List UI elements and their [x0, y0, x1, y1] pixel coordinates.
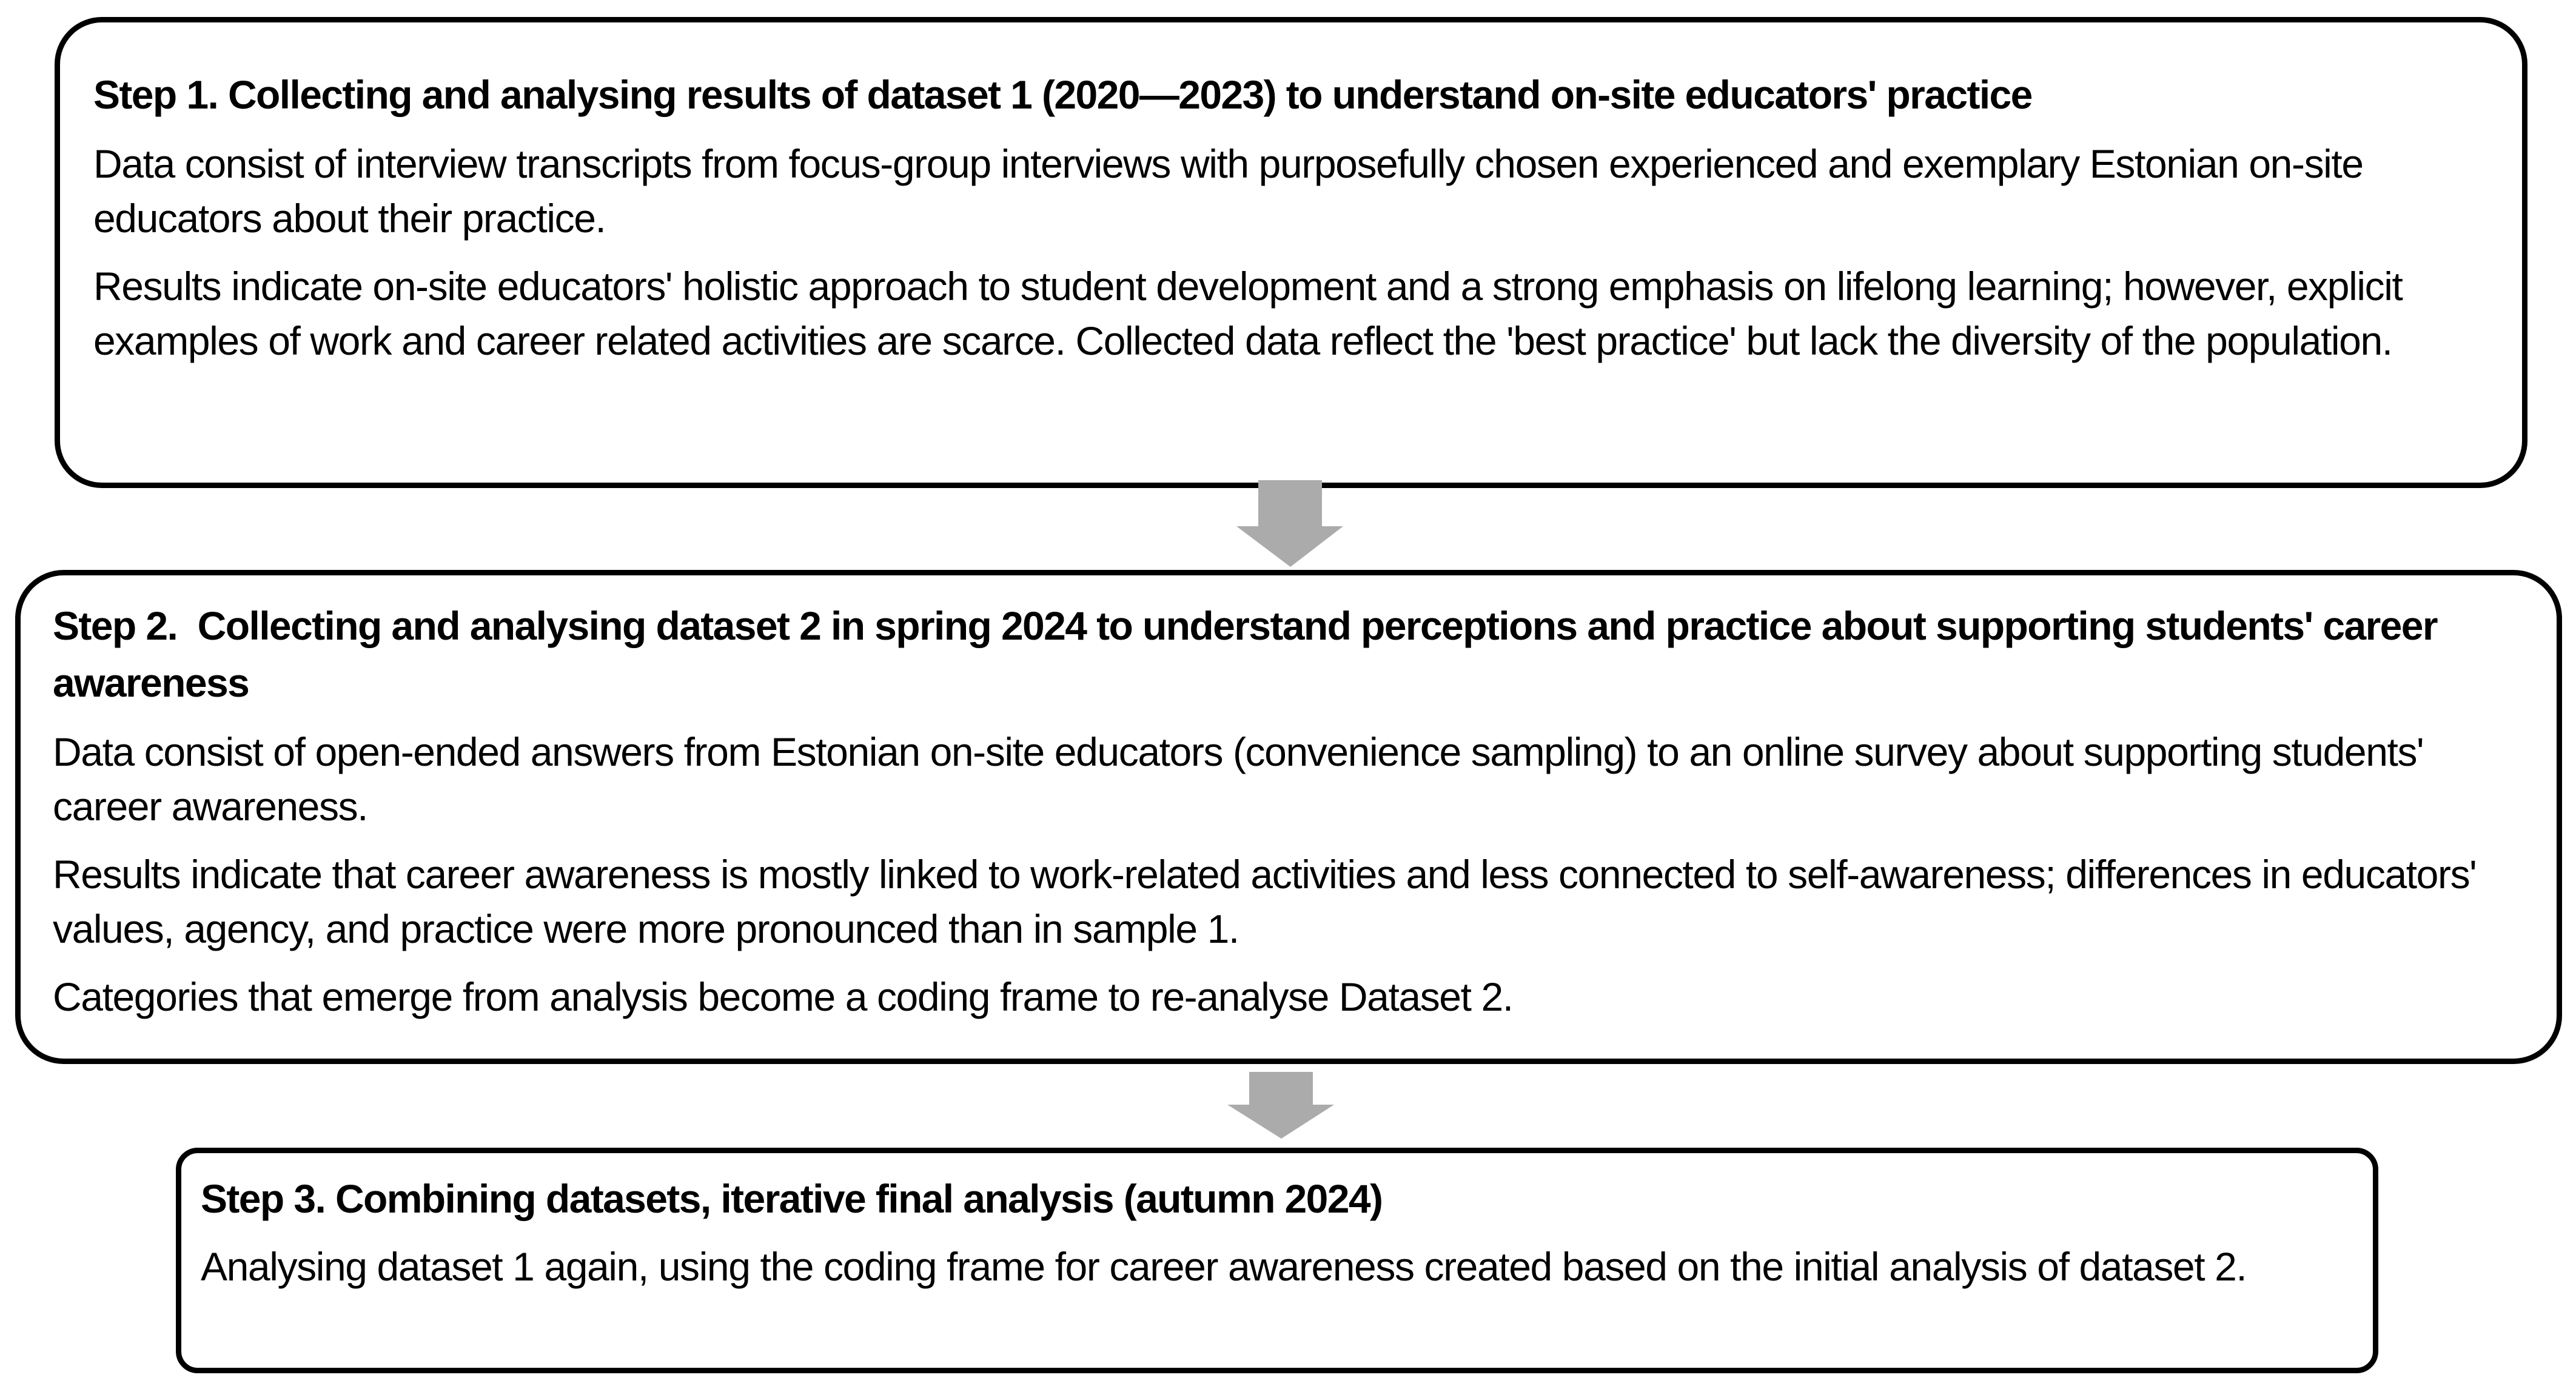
step-1-data-description: Data consist of interview transcripts from focus-group interviews with purposefully chosen experienced and exemplary Estonian on-site educators about their practice. — [93, 141, 2363, 241]
step-1-results: Results indicate on-site educators' holistic approach to student development and a strong emphasis on lifelong learning; however, explicit examples of work and career related activities are scarce. Collected data reflect the 'best practice' but lack the diversity of the population. — [93, 264, 2403, 363]
step-3-description: Analysing dataset 1 again, using the coding frame for career awareness created based on the initial analysis of dataset 2. — [201, 1244, 2247, 1289]
step-3-title: Step 3. Combining datasets, iterative final analysis (autumn 2024) — [201, 1176, 1383, 1221]
step-2-coding-frame: Categories that emerge from analysis become a coding frame to re-analyse Dataset 2. — [53, 974, 1513, 1019]
step-2-data-description: Data consist of open-ended answers from Estonian on-site educators (convenience sampling) to an online survey about supporting students' career awareness. — [53, 729, 2424, 829]
step-2-box — [15, 570, 2562, 1064]
step-2-results: Results indicate that career awareness is mostly linked to work-related activities and less connected to self-awareness; differences in educators' values, agency, and practice were more pronounced than in sample 1. — [53, 852, 2477, 951]
down-arrow-icon — [1224, 1069, 1339, 1141]
step-2-title: Step 2. Collecting and analysing dataset 2 in spring 2024 to understand perceptions and practice about supporting students' career awareness — [53, 603, 2447, 705]
step-3-box — [176, 1148, 2378, 1373]
down-arrow-icon — [1231, 479, 1349, 570]
step-1-title: Step 1. Collecting and analysing results of dataset 1 (2020—2023) to understand on-site educators' practice — [93, 72, 2032, 117]
step-1-box — [55, 17, 2527, 488]
